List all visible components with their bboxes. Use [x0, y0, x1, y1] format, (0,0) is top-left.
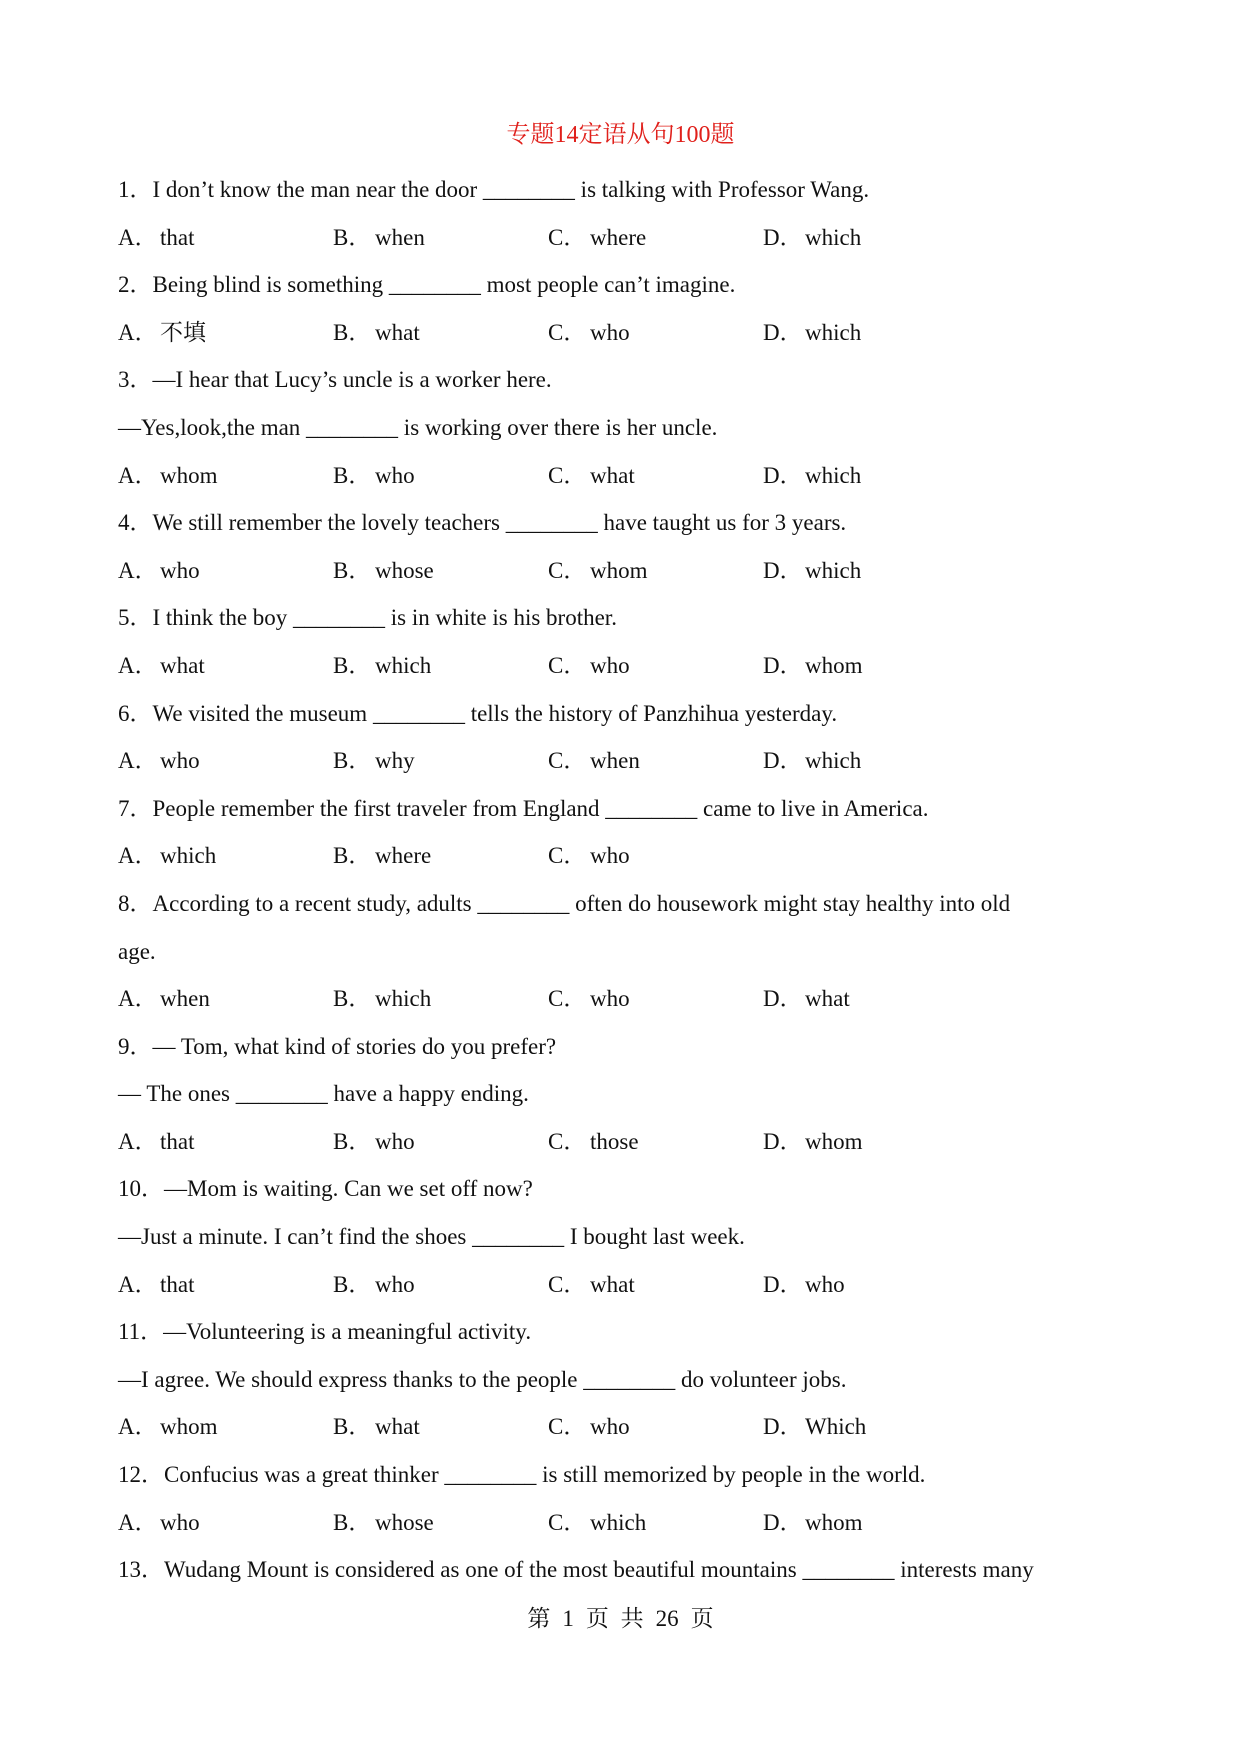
option-text: 不填 [160, 319, 206, 345]
option-letter: D． [763, 557, 803, 583]
option-text: whom [805, 1128, 863, 1154]
option-text: what [590, 462, 635, 488]
option-a [118, 214, 195, 262]
option-letter: B． [333, 843, 372, 869]
option-letter: C． [548, 986, 587, 1012]
option-letter: D． [763, 1509, 803, 1535]
options-row [118, 547, 1128, 595]
option-text: which [375, 652, 432, 678]
option-letter: B． [333, 748, 372, 774]
option-c [548, 1499, 646, 1547]
footer-middle: 页 共 [585, 1606, 644, 1631]
option-d [763, 1403, 866, 1451]
option-letter: C． [548, 1414, 587, 1440]
option-b [333, 1499, 434, 1547]
question-stem: 8．According to a recent study, adults ________ often do housework might stay healthy into old [118, 890, 1011, 916]
question-stem: 10．—Mom is waiting. Can we set off now? [118, 1176, 533, 1202]
question-dialogue-line: —Yes,look,the man ________ is working over there is her uncle. [118, 414, 718, 440]
option-b [333, 1261, 415, 1309]
question-stem: 3．—I hear that Lucy’s uncle is a worker here. [118, 367, 552, 393]
option-text: which [590, 1509, 647, 1535]
option-letter: C． [548, 748, 587, 774]
footer-suffix: 页 [690, 1606, 714, 1631]
option-a [118, 1499, 200, 1547]
option-letter: D． [763, 462, 803, 488]
option-d [763, 975, 850, 1023]
option-d [763, 1118, 863, 1166]
option-letter: A． [118, 557, 158, 583]
option-text: what [805, 986, 850, 1012]
question-stem: 9．— Tom, what kind of stories do you prefer? [118, 1033, 557, 1059]
option-text: whom [160, 462, 218, 488]
question-stem: 12．Confucius was a great thinker ________ is still memorized by people in the world. [118, 1462, 926, 1488]
option-text: whose [375, 1509, 434, 1535]
option-letter: D． [763, 652, 803, 678]
options-row [118, 309, 1128, 357]
option-letter: A． [118, 224, 158, 250]
options-row [118, 642, 1128, 690]
option-letter: A． [118, 843, 158, 869]
option-b [333, 1118, 415, 1166]
option-text: that [160, 1271, 195, 1297]
option-text: which [805, 319, 862, 345]
options-row [118, 975, 1128, 1023]
question-stem: 1．I don’t know the man near the door ________ is talking with Professor Wang. [118, 177, 870, 202]
option-text: who [590, 319, 630, 345]
option-d [763, 214, 861, 262]
question-stem: 4．We still remember the lovely teachers ________ have taught us for 3 years. [118, 510, 847, 536]
option-a [118, 452, 218, 500]
option-text: which [805, 462, 862, 488]
option-text: whom [160, 1414, 218, 1440]
option-d [763, 452, 861, 500]
options-row [118, 832, 1128, 880]
page-title: 专题14定语从句100题 [506, 122, 735, 148]
option-text: who [160, 1509, 200, 1535]
option-letter: A． [118, 462, 158, 488]
options-row [118, 737, 1128, 785]
option-letter: C． [548, 224, 587, 250]
option-letter: B． [333, 1509, 372, 1535]
option-text: which [805, 224, 862, 250]
option-text: who [375, 1271, 415, 1297]
option-c [548, 214, 646, 262]
option-b [333, 642, 431, 690]
option-text: whom [805, 652, 863, 678]
option-c [548, 737, 640, 785]
option-text: who [805, 1271, 845, 1297]
option-b [333, 975, 431, 1023]
option-text: those [590, 1128, 639, 1154]
option-letter: D． [763, 986, 803, 1012]
option-letter: C． [548, 1128, 587, 1154]
option-d [763, 737, 861, 785]
option-text: who [160, 748, 200, 774]
question-stem: 7．People remember the first traveler from England ________ came to live in America. [118, 795, 929, 821]
option-d [763, 547, 861, 595]
option-text: that [160, 224, 195, 250]
option-c [548, 642, 630, 690]
options-row [118, 1499, 1128, 1547]
option-b [333, 1403, 420, 1451]
option-letter: C． [548, 1271, 587, 1297]
question-dialogue-line: —Just a minute. I can’t find the shoes ________ I bought last week. [118, 1224, 745, 1250]
question-list [118, 166, 1128, 1594]
option-letter: A． [118, 748, 158, 774]
footer-page-number: 1 [562, 1606, 574, 1631]
option-a [118, 737, 200, 785]
option-c [548, 547, 648, 595]
question-stem: 6．We visited the museum ________ tells the history of Panzhihua yesterday. [118, 700, 838, 726]
option-a [118, 642, 205, 690]
options-row [118, 1261, 1128, 1309]
option-c [548, 452, 635, 500]
option-letter: D． [763, 319, 803, 345]
option-b [333, 309, 420, 357]
option-d [763, 1499, 863, 1547]
option-a [118, 1261, 195, 1309]
footer-prefix: 第 [527, 1606, 551, 1631]
option-letter: B． [333, 224, 372, 250]
option-letter: C． [548, 1509, 587, 1535]
footer-total-pages: 26 [655, 1606, 679, 1631]
option-text: whom [590, 557, 648, 583]
question-stem: 5．I think the boy ________ is in white is his brother. [118, 605, 617, 631]
option-letter: C． [548, 319, 587, 345]
option-b [333, 832, 431, 880]
option-a [118, 309, 206, 357]
option-text: when [590, 748, 640, 774]
option-text: Which [805, 1414, 867, 1440]
option-letter: A． [118, 319, 158, 345]
option-d [763, 1261, 845, 1309]
option-text: who [160, 557, 200, 583]
question-stem: 11．—Volunteering is a meaningful activity. [118, 1319, 532, 1345]
option-text: which [375, 986, 432, 1012]
option-a [118, 832, 216, 880]
option-letter: B． [333, 1414, 372, 1440]
option-c [548, 1403, 630, 1451]
option-a [118, 1118, 195, 1166]
question-dialogue-line: age. [118, 938, 156, 964]
option-text: why [375, 748, 415, 774]
option-c [548, 1118, 639, 1166]
option-letter: A． [118, 986, 158, 1012]
option-c [548, 309, 630, 357]
option-letter: D． [763, 1128, 803, 1154]
option-letter: A． [118, 1128, 158, 1154]
page-footer [0, 1602, 1241, 1636]
question-stem: 13．Wudang Mount is considered as one of the most beautiful mountains ________ interests many [118, 1557, 1034, 1583]
options-row [118, 1118, 1128, 1166]
option-letter: D． [763, 224, 803, 250]
option-c [548, 832, 630, 880]
option-letter: B． [333, 1271, 372, 1297]
option-text: which [805, 748, 862, 774]
option-c [548, 975, 630, 1023]
option-letter: A． [118, 1271, 158, 1297]
option-letter: C． [548, 652, 587, 678]
option-text: that [160, 1128, 195, 1154]
option-text: whom [805, 1509, 863, 1535]
option-letter: A． [118, 1414, 158, 1440]
option-letter: A． [118, 1509, 158, 1535]
option-text: what [375, 319, 420, 345]
option-letter: B． [333, 1128, 372, 1154]
option-b [333, 737, 415, 785]
options-row [118, 452, 1128, 500]
option-text: which [160, 843, 217, 869]
option-letter: D． [763, 748, 803, 774]
option-text: who [375, 1128, 415, 1154]
option-text: who [590, 843, 630, 869]
option-text: what [160, 652, 205, 678]
option-letter: C． [548, 462, 587, 488]
option-text: who [590, 986, 630, 1012]
option-text: whose [375, 557, 434, 583]
option-a [118, 547, 200, 595]
option-letter: D． [763, 1414, 803, 1440]
option-text: where [590, 224, 647, 250]
option-text: when [375, 224, 425, 250]
option-a [118, 975, 210, 1023]
option-text: who [375, 462, 415, 488]
option-b [333, 214, 425, 262]
option-text: when [160, 986, 210, 1012]
option-letter: A． [118, 652, 158, 678]
question-dialogue-line: — The ones ________ have a happy ending. [118, 1081, 529, 1107]
option-b [333, 452, 415, 500]
option-letter: C． [548, 843, 587, 869]
option-letter: B． [333, 462, 372, 488]
option-text: what [375, 1414, 420, 1440]
option-text: who [590, 652, 630, 678]
option-text: which [805, 557, 862, 583]
question-stem: 2．Being blind is something ________ most people can’t imagine. [118, 272, 736, 298]
option-letter: B． [333, 557, 372, 583]
options-row [118, 1403, 1128, 1451]
option-b [333, 547, 434, 595]
option-letter: D． [763, 1271, 803, 1297]
option-a [118, 1403, 218, 1451]
options-row [118, 214, 1128, 262]
option-text: what [590, 1271, 635, 1297]
question-dialogue-line: —I agree. We should express thanks to the people ________ do volunteer jobs. [118, 1366, 847, 1392]
option-d [763, 309, 861, 357]
option-letter: C． [548, 557, 587, 583]
option-c [548, 1261, 635, 1309]
option-text: where [375, 843, 432, 869]
option-text: who [590, 1414, 630, 1440]
option-letter: B． [333, 986, 372, 1012]
option-d [763, 642, 863, 690]
option-letter: B． [333, 319, 372, 345]
option-letter: B． [333, 652, 372, 678]
